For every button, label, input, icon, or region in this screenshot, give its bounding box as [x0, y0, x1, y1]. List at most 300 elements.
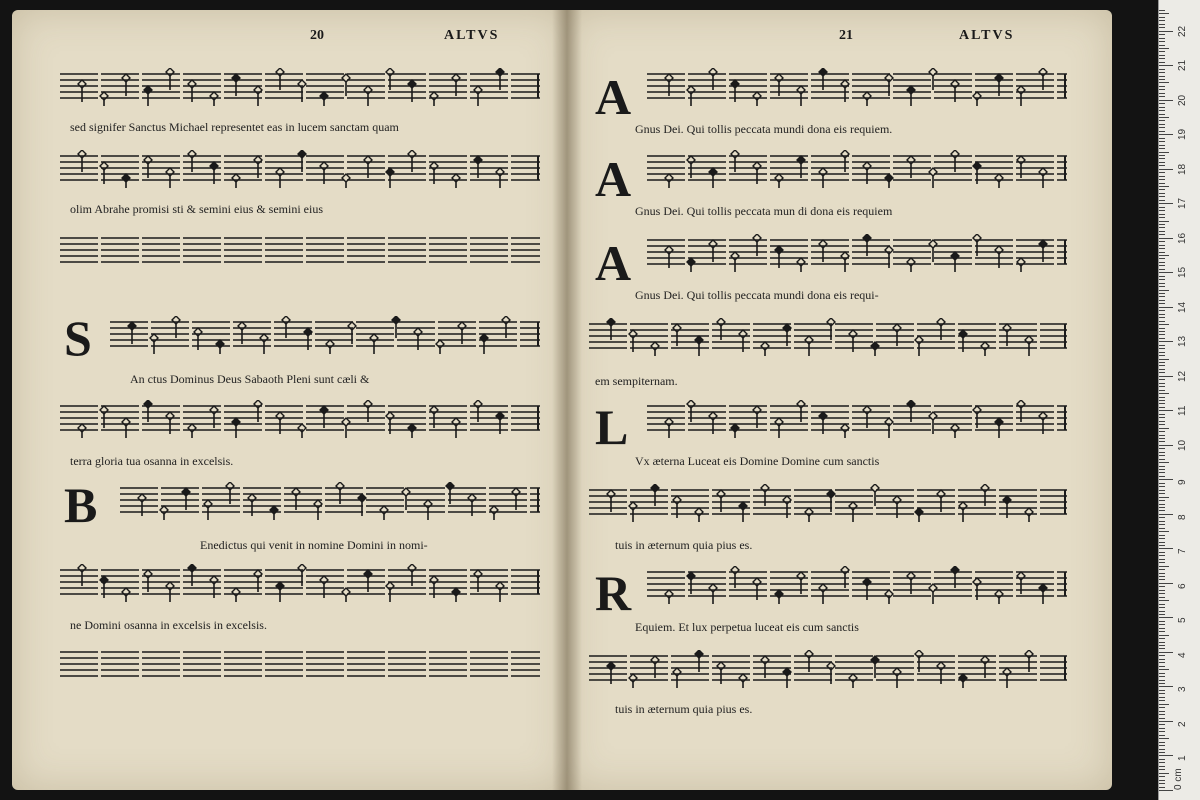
ruler-tick — [1159, 193, 1165, 194]
ruler-label: 22 — [1177, 25, 1188, 37]
ruler-tick — [1159, 38, 1165, 39]
left-page — [12, 10, 567, 790]
ruler-tick — [1159, 189, 1165, 190]
ruler-tick — [1159, 697, 1165, 698]
ruler-tick — [1159, 614, 1165, 615]
note-head — [775, 246, 783, 254]
ruler-tick — [1159, 169, 1173, 170]
ruler-tick — [1159, 386, 1165, 387]
ruler-tick — [1159, 107, 1165, 108]
note-head — [819, 168, 827, 176]
ruler-tick — [1159, 414, 1165, 415]
ruler-tick — [1159, 410, 1173, 411]
note-head — [863, 234, 871, 242]
note-head — [819, 68, 827, 76]
ruler-tick — [1159, 735, 1165, 736]
voice-heading-left: ALTVS — [444, 28, 500, 43]
music-staff — [60, 564, 540, 604]
ruler-tick — [1159, 611, 1165, 612]
ruler-tick — [1159, 65, 1173, 66]
staff-lines — [60, 150, 540, 190]
ruler-tick — [1159, 145, 1165, 146]
staff-lines — [120, 482, 540, 522]
note-head — [430, 162, 438, 170]
ruler-tick — [1159, 31, 1173, 32]
note-head — [797, 86, 805, 94]
lyric-line: Enedictus qui venit in nomine Domini in nomi- — [200, 538, 428, 552]
ruler-tick — [1159, 421, 1165, 422]
ruler-tick — [1159, 438, 1165, 439]
ruler-label: 7 — [1177, 548, 1188, 555]
note-head — [298, 80, 306, 88]
note-head — [474, 156, 482, 164]
ruler-tick — [1159, 348, 1165, 349]
ruler-tick — [1159, 445, 1173, 446]
note-head — [863, 92, 871, 100]
ruler-tick — [1159, 55, 1165, 56]
note-head — [386, 68, 394, 76]
ruler-label: 20 — [1177, 94, 1188, 106]
note-head — [320, 92, 328, 100]
ruler-tick — [1159, 338, 1165, 339]
ruler-tick — [1159, 435, 1165, 436]
ruler-tick — [1159, 769, 1165, 770]
ruler-tick — [1159, 334, 1165, 335]
music-staff — [647, 150, 1067, 190]
note-head — [232, 74, 240, 82]
right-page — [567, 10, 1112, 790]
note-head — [122, 74, 130, 82]
ruler-tick — [1159, 390, 1165, 391]
ruler-tick — [1159, 62, 1165, 63]
decorated-initial: A — [595, 235, 632, 291]
ruler-tick — [1159, 638, 1165, 639]
staff-lines — [60, 400, 540, 440]
ruler-label: 11 — [1177, 405, 1188, 417]
ruler-tick — [1159, 283, 1165, 284]
ruler-tick — [1159, 749, 1165, 750]
staff-lines — [589, 650, 1067, 690]
ruler-tick — [1159, 117, 1169, 118]
ruler-tick — [1159, 124, 1165, 125]
ruler-label: 3 — [1177, 686, 1188, 693]
note-head — [885, 74, 893, 82]
note-head — [276, 168, 284, 176]
ruler-tick — [1159, 490, 1165, 491]
note-head — [474, 86, 482, 94]
ruler-tick — [1159, 631, 1165, 632]
note-head — [1039, 240, 1047, 248]
note-head — [78, 80, 86, 88]
lyric-line: sed signifer Sanctus Michael representet eas in lucem sanctam quam — [70, 120, 399, 134]
ruler-tick — [1159, 114, 1165, 115]
staff-lines — [60, 564, 540, 604]
ruler-tick — [1159, 27, 1165, 28]
page-number-left: 20 — [310, 28, 324, 43]
ruler-tick — [1159, 127, 1165, 128]
ruler-tick — [1159, 542, 1165, 543]
ruler-tick — [1159, 452, 1165, 453]
ruler-tick — [1159, 138, 1165, 139]
ruler-tick — [1159, 359, 1169, 360]
note-head — [298, 150, 306, 158]
ruler-tick — [1159, 245, 1165, 246]
ruler-tick — [1159, 624, 1165, 625]
ruler-tick — [1159, 258, 1165, 259]
staff-lines — [589, 484, 1067, 524]
note-head — [276, 68, 284, 76]
ruler-tick — [1159, 559, 1165, 560]
staff-lines — [647, 68, 1067, 108]
ruler-tick — [1159, 324, 1169, 325]
ruler-tick — [1159, 742, 1165, 743]
ruler-tick — [1159, 604, 1165, 605]
ruler-tick — [1159, 196, 1165, 197]
ruler-tick — [1159, 476, 1165, 477]
ruler-tick — [1159, 472, 1165, 473]
note-head — [144, 86, 152, 94]
ruler-tick — [1159, 155, 1165, 156]
note-head — [665, 74, 673, 82]
ruler-tick — [1159, 383, 1165, 384]
ruler-label: 4 — [1177, 652, 1188, 658]
note-head — [665, 246, 673, 254]
lyric-line: Equiem. Et lux perpetua luceat eis cum sanctis — [635, 620, 859, 634]
ruler-tick — [1159, 655, 1165, 656]
note-head — [775, 174, 783, 182]
ruler-tick — [1159, 110, 1165, 111]
lyric-line: Vx æterna Luceat eis Domine Domine cum sanctis — [635, 454, 880, 468]
decorated-initial: A — [595, 69, 632, 125]
note-head — [188, 80, 196, 88]
ruler-tick — [1159, 424, 1165, 425]
ruler-tick — [1159, 186, 1169, 187]
note-head — [819, 240, 827, 248]
empty-staff — [60, 646, 540, 686]
ruler-tick — [1159, 535, 1165, 536]
ruler-tick — [1159, 569, 1165, 570]
ruler-tick — [1159, 666, 1165, 667]
music-staff — [647, 400, 1067, 440]
ruler-tick — [1159, 352, 1165, 353]
ruler-tick — [1159, 89, 1165, 90]
ruler-tick — [1159, 448, 1165, 449]
note-head — [995, 246, 1003, 254]
ruler-tick — [1159, 459, 1165, 460]
ruler-tick — [1159, 787, 1165, 788]
music-staff — [647, 68, 1067, 108]
ruler-tick — [1159, 721, 1173, 722]
music-staff — [60, 150, 540, 190]
ruler-tick — [1159, 300, 1165, 301]
ruler-tick — [1159, 745, 1165, 746]
note-head — [973, 234, 981, 242]
lyric-line: tuis in æternum quia pius es. — [615, 702, 753, 716]
ruler-tick — [1159, 372, 1165, 373]
note-head — [885, 246, 893, 254]
note-head — [166, 168, 174, 176]
ruler-tick — [1159, 397, 1165, 398]
lyric-line: ne Domini osanna in excelsis in excelsis. — [70, 618, 267, 632]
ruler-tick — [1159, 345, 1165, 346]
lyric-line: olim Abrahe promisi sti & semini eius & semini eius — [70, 202, 323, 216]
note-head — [254, 156, 262, 164]
note-head — [995, 174, 1003, 182]
ruler-label: 9 — [1177, 479, 1188, 486]
note-head — [100, 92, 108, 100]
music-staff — [589, 650, 1067, 690]
note-head — [496, 168, 504, 176]
ruler-tick — [1159, 17, 1165, 18]
note-head — [452, 74, 460, 82]
ruler-tick — [1159, 314, 1165, 315]
ruler-tick — [1159, 593, 1165, 594]
ruler-tick — [1159, 376, 1173, 377]
ruler-tick — [1159, 82, 1169, 83]
ruler-tick — [1159, 317, 1165, 318]
ruler-tick — [1159, 648, 1165, 649]
decorated-initial: B — [64, 477, 98, 533]
note-head — [665, 174, 673, 182]
ruler-tick — [1159, 790, 1173, 791]
ruler-tick — [1159, 93, 1165, 94]
ruler-tick — [1159, 290, 1169, 291]
ruler-tick — [1159, 307, 1173, 308]
note-head — [951, 80, 959, 88]
ruler-tick — [1159, 293, 1165, 294]
ruler-tick — [1159, 548, 1173, 549]
ruler-tick — [1159, 248, 1165, 249]
ruler-tick — [1159, 96, 1165, 97]
staff-lines — [60, 68, 540, 108]
ruler-tick — [1159, 131, 1165, 132]
voice-heading-right: ALTVS — [959, 28, 1015, 43]
ruler-tick — [1159, 617, 1173, 618]
ruler-tick — [1159, 652, 1173, 653]
ruler-tick — [1159, 76, 1165, 77]
note-head — [709, 168, 717, 176]
note-head — [232, 174, 240, 182]
ruler-tick — [1159, 621, 1165, 622]
ruler-tick — [1159, 255, 1169, 256]
ruler-tick — [1159, 686, 1173, 687]
ruler-tick — [1159, 286, 1165, 287]
ruler-tick — [1159, 755, 1173, 756]
ruler-tick — [1159, 441, 1165, 442]
ruler-tick — [1159, 393, 1169, 394]
ruler-tick — [1159, 183, 1165, 184]
ruler-tick — [1159, 355, 1165, 356]
page-number-right: 21 — [839, 28, 853, 43]
ruler-tick — [1159, 276, 1165, 277]
ruler-tick — [1159, 783, 1165, 784]
ruler-tick — [1159, 269, 1165, 270]
ruler-tick — [1159, 531, 1169, 532]
open-book — [12, 10, 1162, 790]
note-head — [907, 156, 915, 164]
ruler-label: 8 — [1177, 514, 1188, 520]
note-head — [907, 86, 915, 94]
note-head — [210, 162, 218, 170]
empty-staff — [60, 232, 540, 272]
ruler-tick — [1159, 24, 1165, 25]
ruler-tick — [1159, 724, 1165, 725]
ruler-tick — [1159, 693, 1165, 694]
ruler-tick — [1159, 766, 1165, 767]
note-head — [731, 80, 739, 88]
note-head — [929, 240, 937, 248]
ruler-tick — [1159, 700, 1165, 701]
ruler-tick — [1159, 538, 1165, 539]
ruler-tick — [1159, 224, 1165, 225]
staff-lines — [647, 234, 1067, 274]
ruler-tick — [1159, 673, 1165, 674]
note-head — [885, 174, 893, 182]
ruler-label: 21 — [1177, 60, 1188, 72]
ruler-tick — [1159, 58, 1165, 59]
note-head — [1039, 168, 1047, 176]
ruler-tick — [1159, 148, 1165, 149]
note-head — [973, 162, 981, 170]
ruler-label: 19 — [1177, 129, 1188, 141]
ruler-tick — [1159, 493, 1165, 494]
ruler-tick — [1159, 759, 1165, 760]
ruler-tick — [1159, 680, 1165, 681]
ruler-tick — [1159, 165, 1165, 166]
ruler-tick — [1159, 400, 1165, 401]
ruler-tick — [1159, 545, 1165, 546]
book-gutter — [552, 10, 582, 790]
ruler-tick — [1159, 514, 1173, 515]
ruler-tick — [1159, 714, 1165, 715]
note-head — [78, 150, 86, 158]
measurement-ruler — [1158, 0, 1200, 800]
ruler-tick — [1159, 162, 1165, 163]
ruler-tick — [1159, 728, 1165, 729]
ruler-tick — [1159, 642, 1165, 643]
note-head — [430, 92, 438, 100]
ruler-tick — [1159, 41, 1165, 42]
ruler-tick — [1159, 711, 1165, 712]
ruler-tick — [1159, 466, 1165, 467]
note-head — [995, 74, 1003, 82]
note-head — [320, 162, 328, 170]
note-head — [210, 92, 218, 100]
ruler-label: 6 — [1177, 583, 1188, 589]
ruler-tick — [1159, 707, 1165, 708]
ruler-tick — [1159, 497, 1169, 498]
decorated-initial: S — [64, 310, 92, 366]
lyric-line: An ctus Dominus Deus Sabaoth Pleni sunt cæli & — [130, 372, 370, 386]
ruler-tick — [1159, 227, 1165, 228]
ruler-tick — [1159, 431, 1165, 432]
ruler-tick — [1159, 752, 1165, 753]
note-head — [687, 156, 695, 164]
ruler-tick — [1159, 172, 1165, 173]
ruler-tick — [1159, 296, 1165, 297]
ruler-tick — [1159, 483, 1165, 484]
ruler-label: 17 — [1177, 198, 1188, 210]
ruler-tick — [1159, 158, 1165, 159]
ruler-label: 2 — [1177, 721, 1188, 727]
ruler-tick — [1159, 645, 1165, 646]
ruler-tick — [1159, 221, 1169, 222]
ruler-tick — [1159, 20, 1165, 21]
note-head — [1017, 86, 1025, 94]
ruler-tick — [1159, 328, 1165, 329]
ruler-tick — [1159, 500, 1165, 501]
ruler-tick — [1159, 321, 1165, 322]
decorated-initial: L — [595, 399, 629, 455]
ruler-label: 12 — [1177, 370, 1188, 382]
ruler-tick — [1159, 428, 1169, 429]
ruler-tick — [1159, 379, 1165, 380]
note-head — [863, 162, 871, 170]
ruler-tick — [1159, 562, 1165, 563]
lyric-line: Gnus Dei. Qui tollis peccata mundi dona eis requi- — [635, 288, 879, 302]
ruler-tick — [1159, 780, 1165, 781]
ruler-tick — [1159, 179, 1165, 180]
ruler-tick — [1159, 86, 1165, 87]
ruler-tick — [1159, 469, 1165, 470]
note-head — [342, 74, 350, 82]
ruler-tick — [1159, 103, 1165, 104]
note-head — [951, 150, 959, 158]
note-head — [364, 86, 372, 94]
ruler-tick — [1159, 69, 1165, 70]
ruler-tick — [1159, 48, 1169, 49]
ruler-tick — [1159, 265, 1165, 266]
ruler-tick — [1159, 10, 1165, 11]
ruler-tick — [1159, 517, 1165, 518]
ruler-tick — [1159, 72, 1165, 73]
ruler-tick — [1159, 331, 1165, 332]
ruler-tick — [1159, 583, 1173, 584]
ruler-tick — [1159, 34, 1165, 35]
ruler-tick — [1159, 635, 1169, 636]
note-head — [687, 86, 695, 94]
ruler-label: 18 — [1177, 163, 1188, 175]
note-head — [709, 240, 717, 248]
ruler-tick — [1159, 214, 1165, 215]
note-head — [496, 68, 504, 76]
note-head — [753, 92, 761, 100]
note-head — [408, 150, 416, 158]
ruler-tick — [1159, 238, 1173, 239]
note-head — [452, 174, 460, 182]
note-head — [973, 92, 981, 100]
ruler-tick — [1159, 576, 1165, 577]
staff-lines — [60, 232, 540, 272]
ruler-tick — [1159, 100, 1173, 101]
lyric-line: terra gloria tua osanna in excelsis. — [70, 454, 234, 468]
ruler-tick — [1159, 555, 1165, 556]
note-head — [929, 68, 937, 76]
ruler-tick — [1159, 262, 1165, 263]
note-head — [386, 168, 394, 176]
ruler-tick — [1159, 210, 1165, 211]
note-head — [929, 168, 937, 176]
ruler-tick — [1159, 252, 1165, 253]
note-head — [122, 174, 130, 182]
ruler-tick — [1159, 362, 1165, 363]
note-head — [775, 74, 783, 82]
ruler-tick — [1159, 217, 1165, 218]
ruler-tick — [1159, 579, 1165, 580]
ruler-tick — [1159, 407, 1165, 408]
ruler-tick — [1159, 590, 1165, 591]
ruler-tick — [1159, 207, 1165, 208]
